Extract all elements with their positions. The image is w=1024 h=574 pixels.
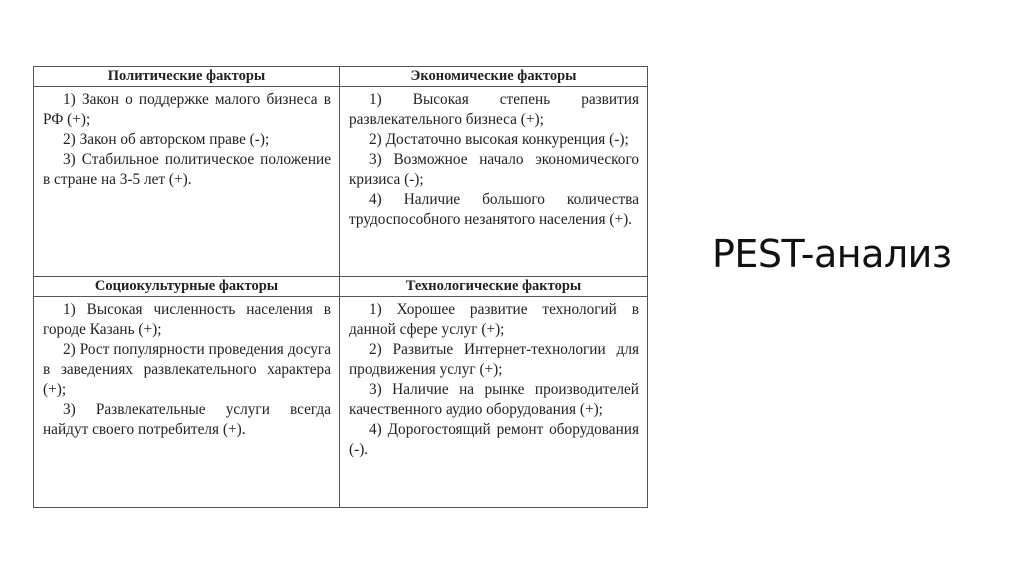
social-cell [34, 297, 340, 508]
list-item: 1) Высокая численность населения в городе Казань (+); [43, 301, 331, 338]
list-item: 3) Развлекательные услуги всегда найдут своего потребителя (+). [43, 401, 331, 438]
list-item: 3) Стабильное политическое положение в стране на 3-5 лет (+). [43, 151, 331, 188]
list-item: 2) Достаточно высокая конкуренция (-); [369, 131, 629, 148]
social-header: Социокультурные факторы [34, 277, 340, 297]
pest-table [33, 66, 648, 508]
list-item: 1) Хорошее развитие технологий в данной сфере услуг (+); [349, 301, 639, 338]
slide-title: PEST-анализ [712, 232, 952, 276]
list-item: 2) Развитые Интернет-технологии для продвижения услуг (+); [349, 341, 639, 378]
list-item: 4) Дорогостоящий ремонт оборудования (-). [349, 421, 639, 458]
list-item: 3) Возможное начало экономического кризиса (-); [349, 151, 639, 188]
list-item: 1) Высокая степень развития развлекательного бизнеса (+); [349, 91, 639, 128]
list-item: 2) Закон об авторском праве (-); [63, 131, 270, 148]
economic-cell [340, 87, 648, 277]
list-item: 1) Закон о поддержке малого бизнеса в РФ (+); [43, 91, 331, 128]
political-cell [34, 87, 340, 277]
list-item: 3) Наличие на рынке производителей качественного аудио оборудования (+); [349, 381, 639, 418]
political-header: Политические факторы [34, 67, 340, 87]
list-item: 2) Рост популярности проведения досуга в заведениях развлекательного характера (+); [43, 341, 331, 398]
technological-cell [340, 297, 648, 508]
technological-header: Технологические факторы [340, 277, 648, 297]
economic-header: Экономические факторы [340, 67, 648, 87]
list-item: 4) Наличие большого количества трудоспособного незанятого населения (+). [349, 191, 639, 228]
